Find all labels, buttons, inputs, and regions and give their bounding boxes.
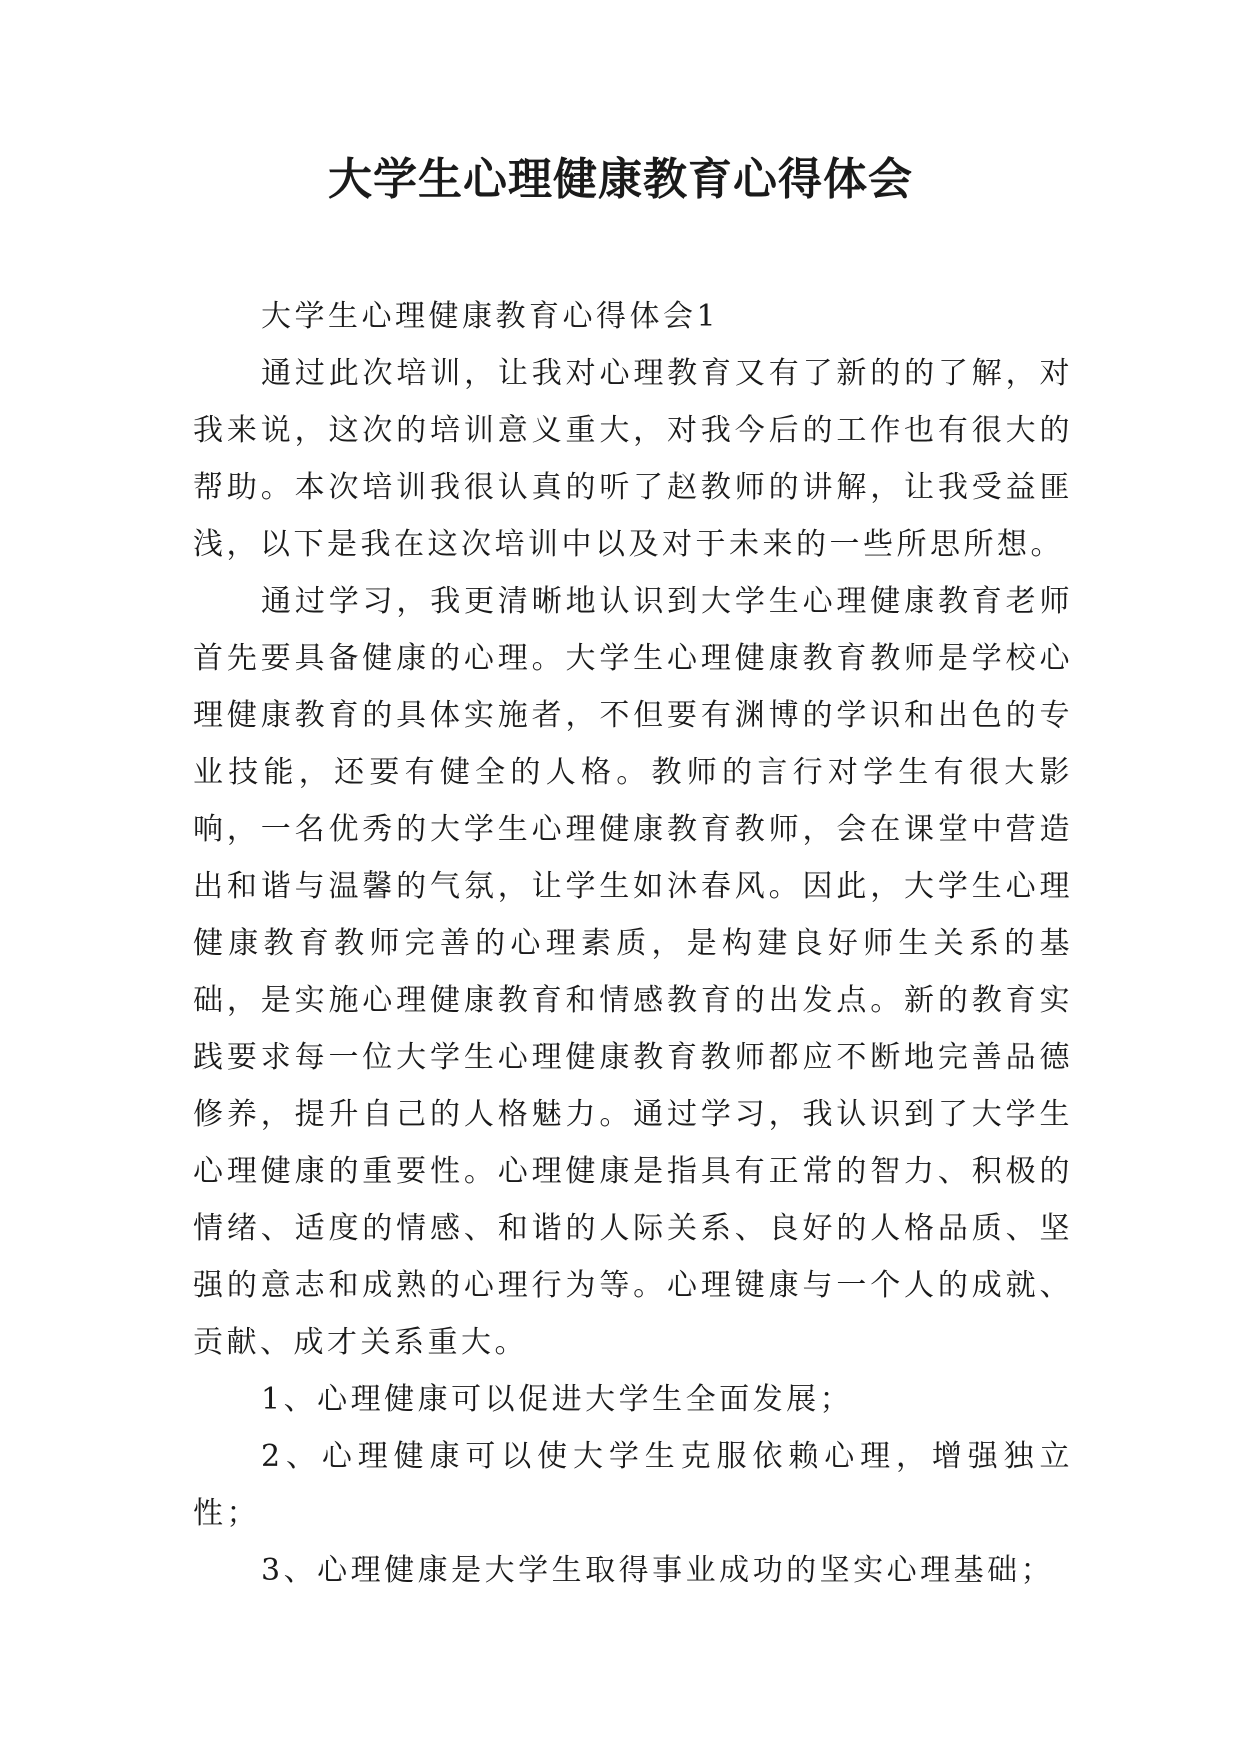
list-item: 2、心理健康可以使大学生克服依赖心理，增强独立性； bbox=[193, 1439, 1073, 1531]
document-body bbox=[193, 288, 1073, 1599]
paragraph-main: 通过学习，我更清晰地认识到大学生心理健康教育老师首先要具备健康的心理。大学生心理健康教育教师是学校心理健康教育的具体实施者，不但要有渊博的学识和出色的专业技能，还要有健全的人格。教师的言行对学生有很大影响，一名优秀的大学生心理健康教育教师，会在课堂中营造出和谐与温馨的气氛，让学生如沐春风。因此，大学生心理健康教育教师完善的心理素质，是构建良好师生关系的基础，是实施心理健康教育和情感教育的出发点。新的教育实践要求每一位大学生心理健康教育教师都应不断地完善品德修养，提升自己的人格魅力。通过学习，我认识到了大学生心理健康的重要性。心理健康是指具有正常的智力、积极的情绪、适度的情感、和谐的人际关系、良好的人格品质、坚强的意志和成熟的心理行为等。心理键康与一个人的成就、贡献、成才关系重大。 bbox=[193, 584, 1073, 1360]
list-item: 1、心理健康可以促进大学生全面发展； bbox=[261, 1382, 854, 1417]
paragraph-intro: 通过此次培训，让我对心理教育又有了新的的了解，对我来说，这次的培训意义重大，对我今后的工作也有很大的帮助。本次培训我很认真的听了赵教师的讲解，让我受益匪浅，以下是我在这次培训中以及对于未来的一些所思所想。 bbox=[193, 356, 1073, 562]
section-heading: 大学生心理健康教育心得体会1 bbox=[261, 299, 720, 334]
list-item: 3、心理健康是大学生取得事业成功的坚实心理基础； bbox=[261, 1553, 1055, 1588]
document-title: 大学生心理健康教育心得体会 bbox=[328, 154, 913, 205]
